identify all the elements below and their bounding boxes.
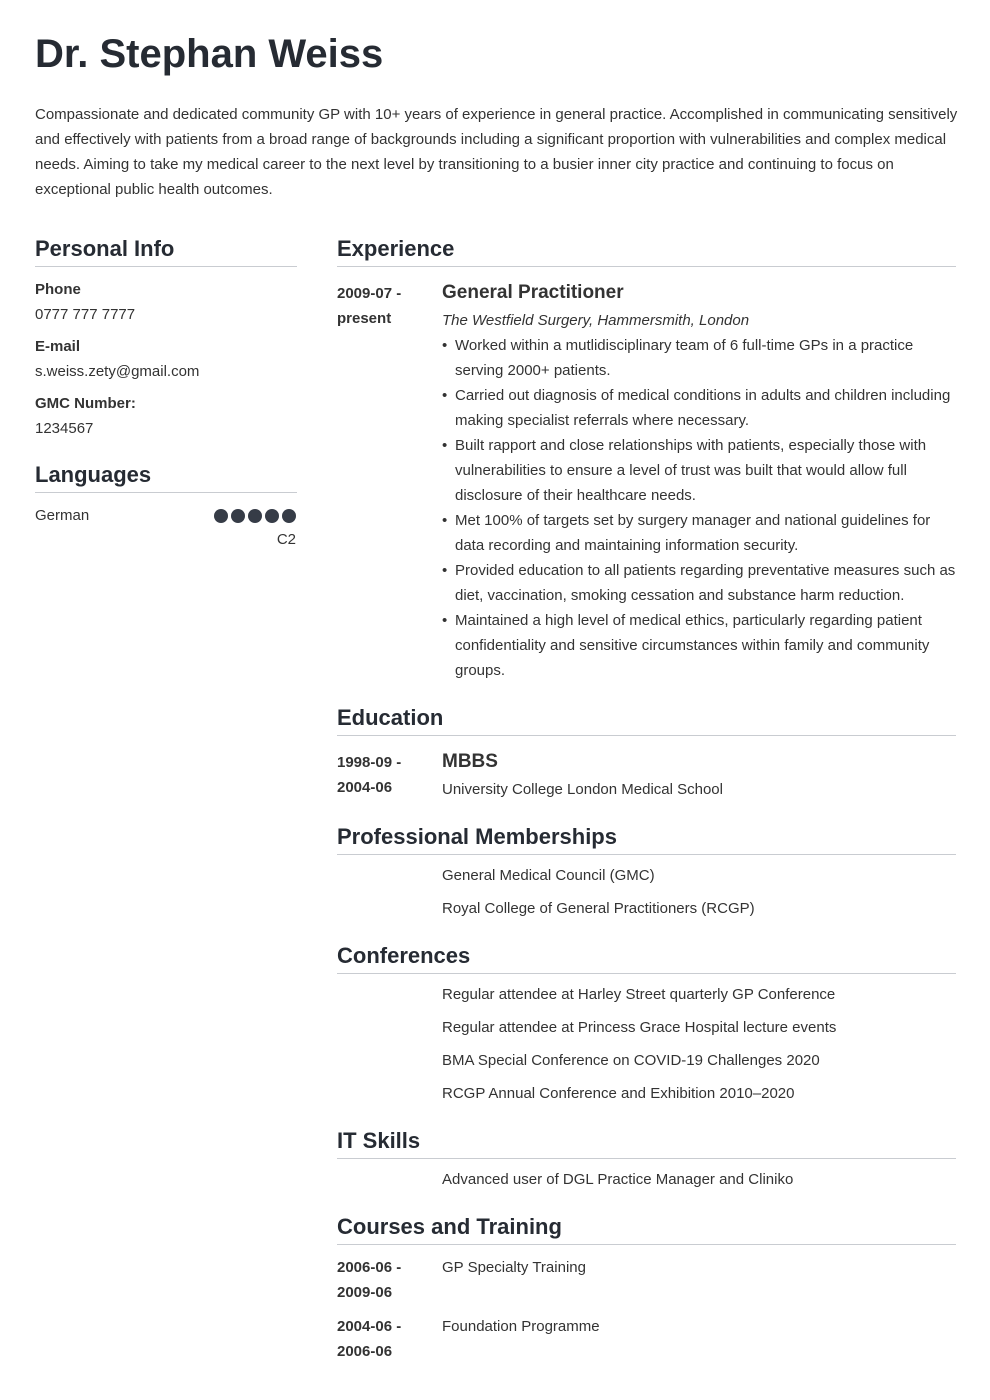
- education-heading: Education: [337, 705, 956, 736]
- experience-entry: [337, 281, 956, 683]
- job-bullet: • Worked within a mutlidisciplinary team of 6 full-time GPs in a practice serving 2000+ patients.: [442, 333, 956, 383]
- conference-item: RCGP Annual Conference and Exhibition 2010–2020: [442, 1085, 795, 1102]
- course-entry: [337, 1314, 956, 1364]
- job-employer: The Westfield Surgery, Hammersmith, London: [442, 312, 750, 329]
- job-bullets: [442, 333, 956, 683]
- membership-item: General Medical Council (GMC): [442, 867, 655, 884]
- rating-dot: [265, 509, 279, 523]
- conference-item: BMA Special Conference on COVID-19 Challenges 2020: [442, 1052, 820, 1069]
- email-label: E-mail: [35, 338, 81, 355]
- membership-item: Royal College of General Practitioners (RCGP): [442, 900, 755, 917]
- personal-info-heading: Personal Info: [35, 236, 297, 267]
- right-column: [337, 236, 956, 1364]
- course-date: 2004-06 - 2006-06: [337, 1318, 402, 1360]
- conference-item: Regular attendee at Harley Street quarterly GP Conference: [442, 986, 836, 1003]
- job-title: General Practitioner: [442, 282, 624, 303]
- education-section: [337, 705, 956, 802]
- job-bullet: • Built rapport and close relationships with patients, especially those with vulnerabilities to ensure a level of trust was built that would allow full disclosure of their healthcare needs.: [442, 433, 956, 508]
- experience-heading: Experience: [337, 236, 956, 267]
- job-bullet: • Provided education to all patients regarding preventative measures such as diet, vaccination, smoking cessation and substance harm reduction.: [442, 558, 956, 608]
- email-value: s.weiss.zety@gmail.com: [35, 363, 200, 380]
- gmc-value: 1234567: [35, 420, 94, 437]
- it-skill-item: Advanced user of DGL Practice Manager and Cliniko: [442, 1171, 794, 1188]
- course-name: Foundation Programme: [442, 1318, 600, 1335]
- courses-heading: Courses and Training: [337, 1214, 956, 1245]
- languages-heading: Languages: [35, 462, 297, 493]
- memberships-heading: Professional Memberships: [337, 824, 956, 855]
- it-skills-section: [337, 1128, 956, 1192]
- education-date: 1998-09 - 2004-06: [337, 754, 402, 796]
- course-name: GP Specialty Training: [442, 1259, 586, 1276]
- language-name: German: [35, 507, 90, 524]
- rating-dot: [231, 509, 245, 523]
- conferences-heading: Conferences: [337, 943, 956, 974]
- rating-dot: [214, 509, 228, 523]
- course-date: 2006-06 - 2009-06: [337, 1259, 402, 1301]
- job-date: 2009-07 - present: [337, 285, 402, 327]
- course-entry: [337, 1255, 956, 1305]
- conferences-section: [337, 943, 956, 1106]
- rating-dot: [282, 509, 296, 523]
- degree-title: MBBS: [442, 751, 498, 772]
- language-rating: [214, 509, 296, 523]
- language-item: [35, 507, 297, 555]
- job-bullet: • Carried out diagnosis of medical conditions in adults and children including making specialist referrals where necessary.: [442, 383, 956, 433]
- candidate-name: Dr. Stephan Weiss: [35, 32, 384, 76]
- courses-section: [337, 1214, 956, 1364]
- job-bullet: • Met 100% of targets set by surgery manager and national guidelines for data recording and maintaining information security.: [442, 508, 956, 558]
- job-bullet: • Maintained a high level of medical ethics, particularly regarding patient confidentiality and sensitive circumstances within family and community groups.: [442, 608, 956, 683]
- it-skills-heading: IT Skills: [337, 1128, 956, 1159]
- language-level: C2: [276, 531, 296, 548]
- school-name: University College London Medical School: [442, 781, 723, 798]
- phone-label: Phone: [35, 281, 81, 298]
- phone-value: 0777 777 7777: [35, 306, 136, 323]
- rating-dot: [248, 509, 262, 523]
- education-entry: [337, 750, 956, 802]
- profile-summary: Compassionate and dedicated community GP with 10+ years of experience in general practice. Accomplished in communicating sensitively and effectively with patients from a broad range of backgrounds including a significant proportion with vulnerabilities and complex medical needs. Aiming to take my medical career to the next level by transitioning to a busier inner city practice and continuing to focus on exceptional public health outcomes.: [35, 106, 958, 198]
- gmc-label: GMC Number:: [35, 395, 136, 412]
- memberships-section: [337, 824, 956, 921]
- conference-item: Regular attendee at Princess Grace Hospital lecture events: [442, 1019, 837, 1036]
- left-column: [35, 236, 297, 555]
